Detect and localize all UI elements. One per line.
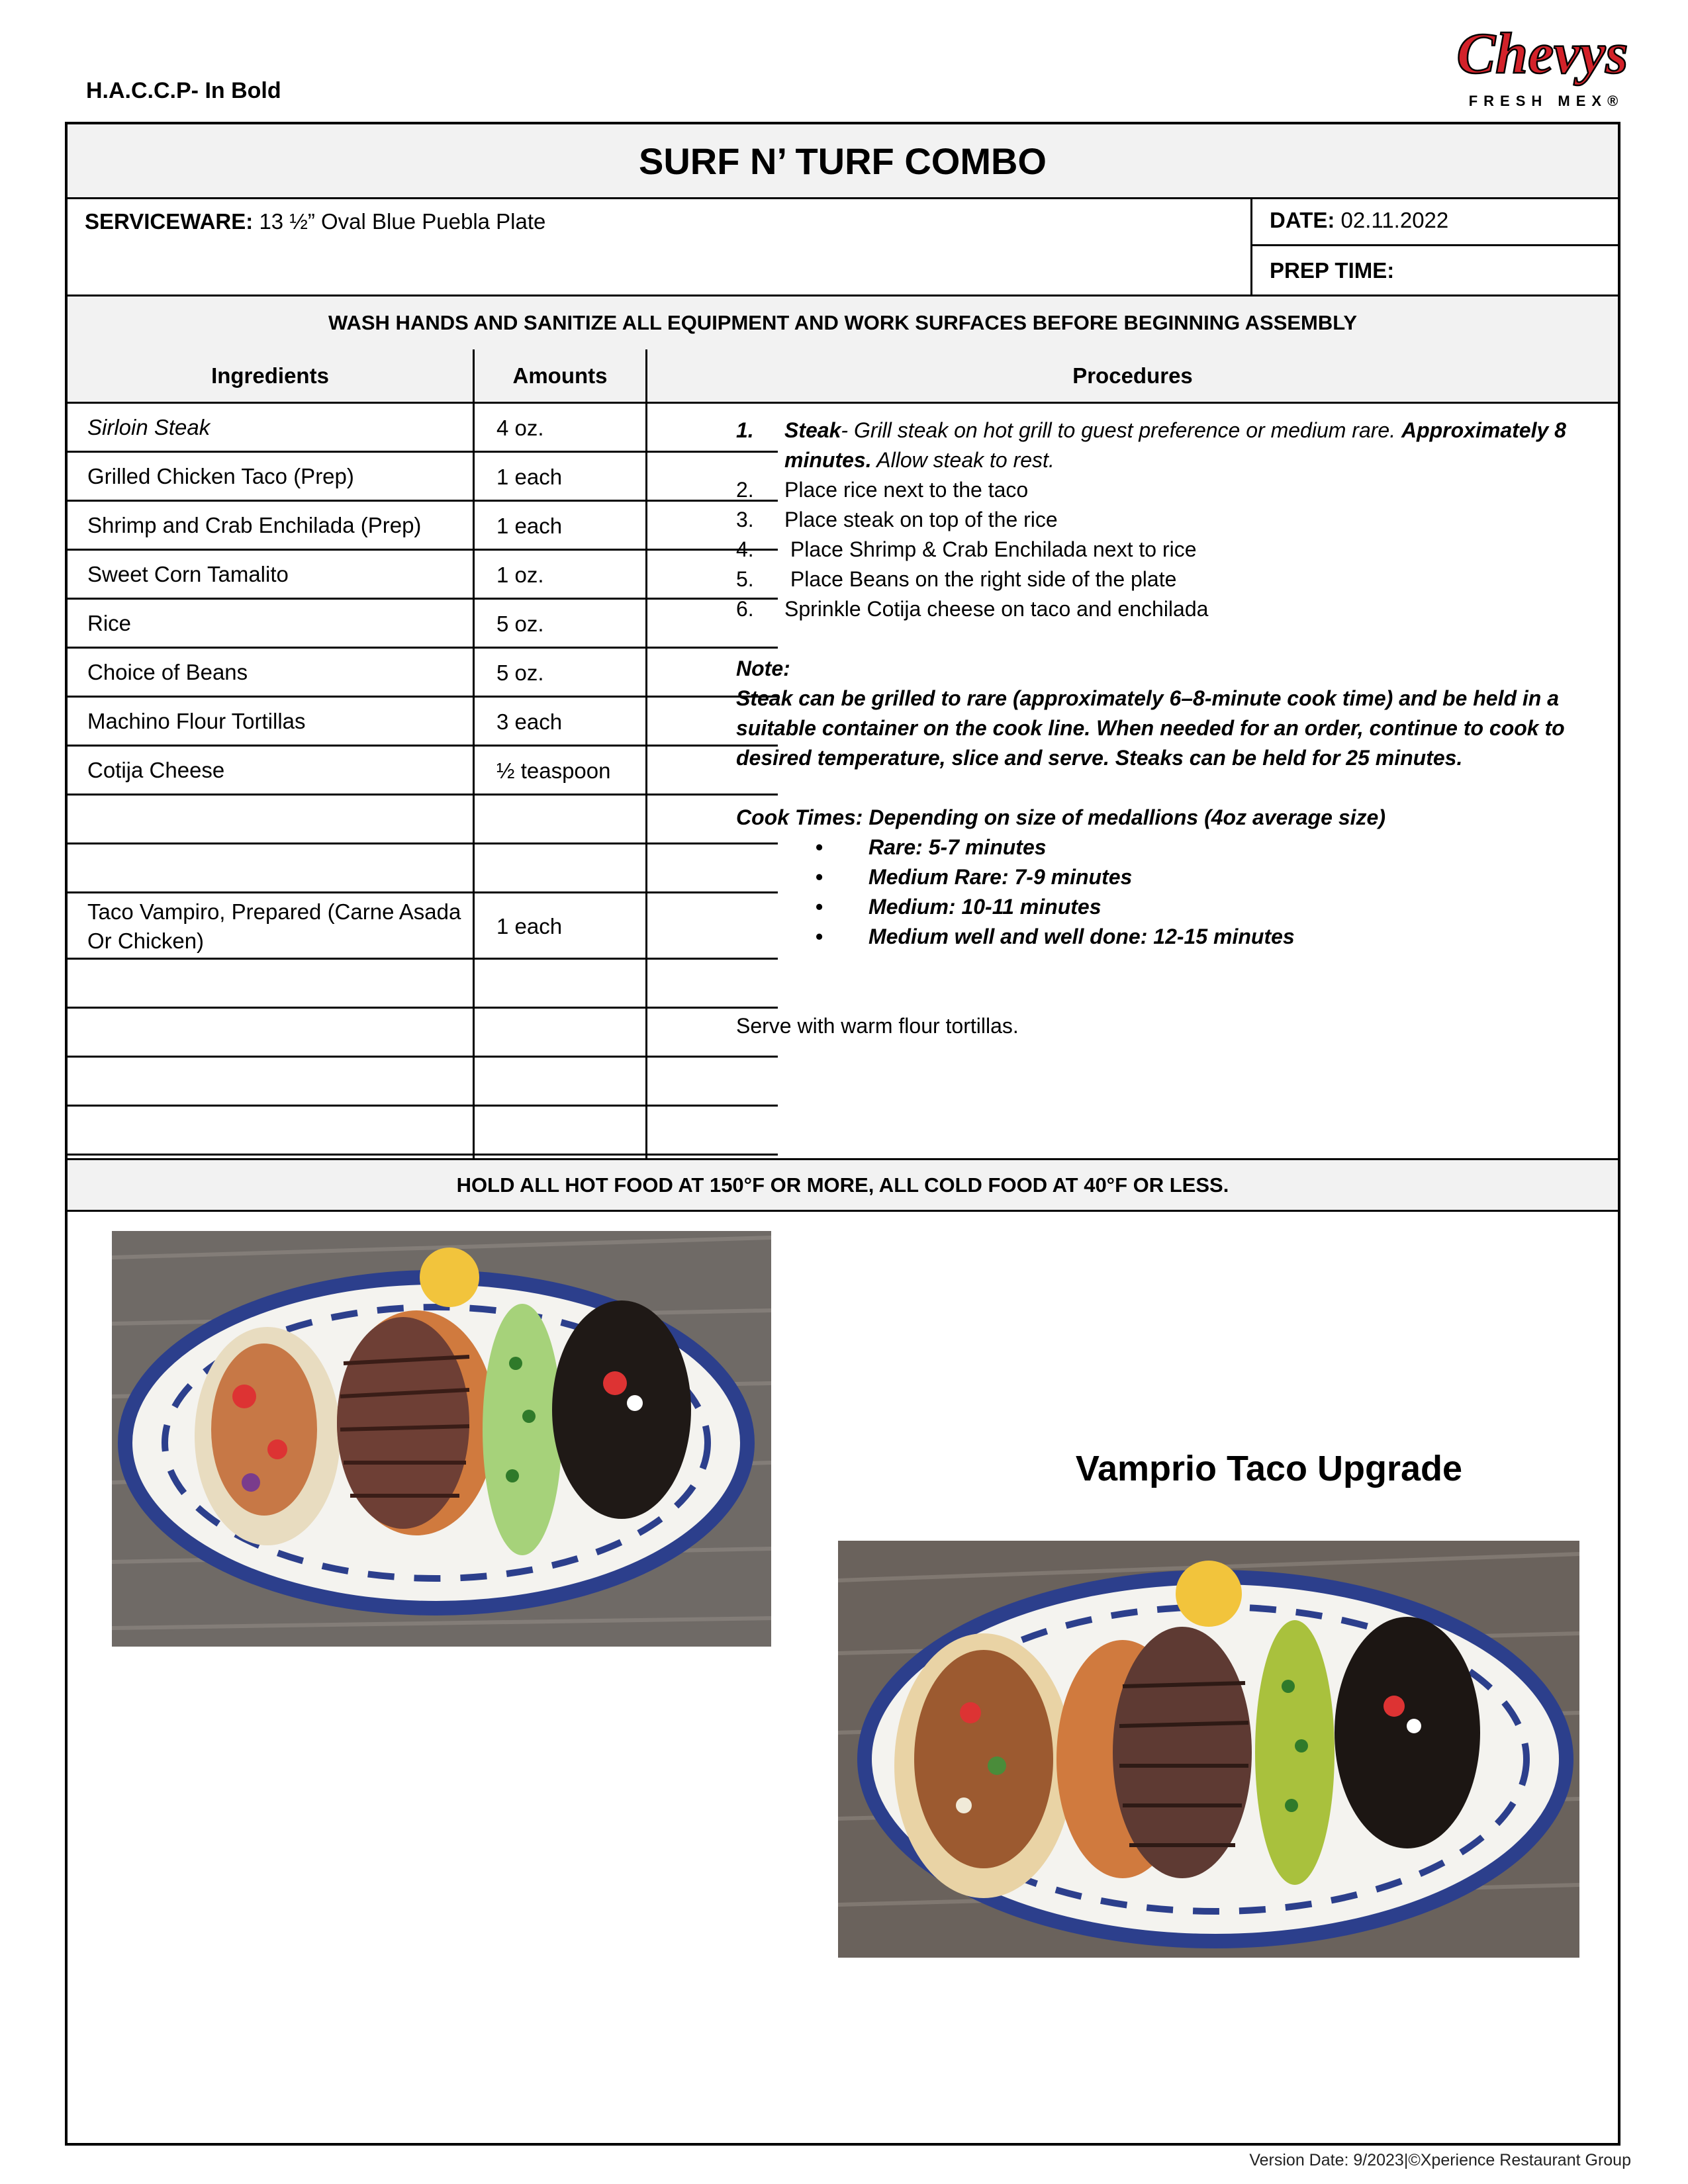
bullet-icon: •	[816, 865, 823, 889]
cook-time-text: Rare: 5-7 minutes	[868, 835, 1047, 859]
serviceware-value: 13 ½” Oval Blue Puebla Plate	[259, 209, 546, 234]
procedure-step	[736, 416, 1610, 475]
logo-subtitle: FRESH MEX®	[1468, 93, 1624, 109]
step1-text2: Allow steak to rest.	[871, 448, 1055, 472]
bullet-icon: •	[816, 925, 823, 948]
ingredient-amount: 1 oz.	[496, 563, 544, 587]
ingredient-amount: ½ teaspoon	[496, 758, 611, 783]
ingredient-row	[68, 453, 778, 502]
ingredient-row	[68, 649, 778, 698]
step-text: Sprinkle Cotija cheese on taco and enchilada	[784, 597, 1209, 621]
ingredient-name: Sweet Corn Tamalito	[87, 562, 289, 586]
ingredient-row	[68, 1009, 778, 1058]
ingredient-name: Grilled Chicken Taco (Prep)	[87, 464, 354, 488]
ingredient-name: Sirloin Steak	[87, 415, 211, 439]
wash-notice: WASH HANDS AND SANITIZE ALL EQUIPMENT AND WORK SURFACES BEFORE BEGINNING ASSEMBLY	[68, 296, 1618, 351]
ingredient-row	[68, 893, 778, 960]
step-text: Place rice next to the taco	[784, 478, 1029, 502]
step-text: Place Shrimp & Crab Enchilada next to rice	[784, 537, 1197, 561]
date-cell	[1252, 197, 1618, 246]
procedure-step	[736, 594, 1610, 624]
cook-times-title: Cook Times: Depending on size of medallions (4oz average size)	[736, 805, 1385, 829]
logo-wordmark: Chevys	[1456, 22, 1628, 86]
ingredient-amount: 5 oz.	[496, 612, 544, 636]
ingredient-row	[68, 698, 778, 747]
ingredient-row	[68, 600, 778, 649]
cook-times-list	[736, 833, 1610, 952]
chevys-logo	[1456, 7, 1628, 119]
ingredient-row	[68, 502, 778, 551]
procedures-text	[736, 416, 1610, 1041]
prep-time-label: PREP TIME:	[1252, 246, 1618, 296]
haccp-note: H.A.C.C.P- In Bold	[86, 78, 281, 103]
plate-photo	[112, 1231, 771, 1647]
hold-notice: HOLD ALL HOT FOOD AT 150°F OR MORE, ALL COLD FOOD AT 40°F OR LESS.	[68, 1158, 1618, 1212]
step-text: Place steak on top of the rice	[784, 508, 1058, 531]
recipe-card	[65, 122, 1620, 2146]
procedure-steps	[736, 475, 1610, 624]
amounts-header: Amounts	[475, 349, 645, 404]
step1-bold: Steak	[784, 418, 841, 442]
cook-time-text: Medium Rare: 7-9 minutes	[868, 865, 1133, 889]
upgrade-title: Vamprio Taco Upgrade	[1075, 1449, 1463, 1488]
cook-time-text: Medium: 10-11 minutes	[868, 895, 1102, 919]
ingredient-amount: 5 oz.	[496, 660, 544, 685]
ingredient-name: Taco Vampiro, Prepared (Carne Asada Or Chicken)	[87, 899, 461, 953]
ingredient-row	[68, 796, 778, 844]
ingredient-amount: 1 each	[496, 514, 563, 538]
bullet-icon: •	[816, 895, 823, 919]
ingredient-row	[68, 404, 778, 453]
step-number: 5.	[736, 567, 754, 591]
ingredients-header: Ingredients	[68, 349, 473, 404]
bullet-icon: •	[816, 835, 823, 859]
step-number: 1.	[736, 418, 754, 442]
note-label: Note:	[736, 657, 790, 680]
serviceware-cell	[68, 197, 1252, 296]
ingredient-row	[68, 1058, 778, 1107]
cook-time-text: Medium well and well done: 12-15 minutes	[868, 925, 1295, 948]
cook-time-item	[736, 833, 1610, 862]
ingredient-amount: 1 each	[496, 465, 563, 489]
serve-note: Serve with warm flour tortillas.	[736, 1014, 1019, 1038]
ingredient-name: Rice	[87, 611, 132, 635]
ingredient-row	[68, 551, 778, 600]
procedure-step	[736, 565, 1610, 594]
step-number: 4.	[736, 537, 754, 561]
step1-text: - Grill steak on hot grill to guest preference or medium rare.	[841, 418, 1396, 442]
ingredient-name: Choice of Beans	[87, 660, 248, 684]
ingredient-name: Machino Flour Tortillas	[87, 709, 306, 733]
footer-version: Version Date: 9/2023|©Xperience Restaurant Group	[1249, 2151, 1631, 2169]
ingredient-row	[68, 844, 778, 893]
ingredient-row	[68, 1107, 778, 1156]
date-value: 02.11.2022	[1340, 208, 1449, 232]
note-text: Steak can be grilled to rare (approximately 6–8-minute cook time) and be held in a suitable container on the cook line. When needed for an order, continue to cook to desired temperature, slice and serve. Steaks can be held for 25 minutes.	[736, 686, 1565, 770]
procedure-step	[736, 505, 1610, 535]
recipe-title: SURF N’ TURF COMBO	[68, 124, 1618, 199]
procedure-step	[736, 535, 1610, 565]
ingredient-name: Cotija Cheese	[87, 758, 225, 782]
ingredient-amount: 1 each	[496, 914, 563, 938]
cook-time-item	[736, 922, 1610, 952]
date-label: DATE:	[1270, 208, 1335, 232]
step1-bold2: Approximately 8 minutes.	[784, 418, 1566, 472]
ingredient-row	[68, 747, 778, 796]
ingredient-name: Shrimp and Crab Enchilada (Prep)	[87, 513, 422, 537]
step-number: 3.	[736, 508, 754, 531]
cook-time-item	[736, 892, 1610, 922]
step-number: 6.	[736, 597, 754, 621]
step-number: 2.	[736, 478, 754, 502]
procedure-step	[736, 475, 1610, 505]
ingredient-amount: 3 each	[496, 709, 563, 734]
step-text: Place Beans on the right side of the plate	[784, 567, 1177, 591]
procedures-header: Procedures	[647, 349, 1618, 404]
upgrade-plate-photo	[838, 1541, 1579, 1958]
serviceware-label: SERVICEWARE:	[85, 209, 254, 234]
ingredient-amount: 4 oz.	[496, 416, 544, 440]
ingredient-row	[68, 960, 778, 1009]
cook-time-item	[736, 862, 1610, 892]
